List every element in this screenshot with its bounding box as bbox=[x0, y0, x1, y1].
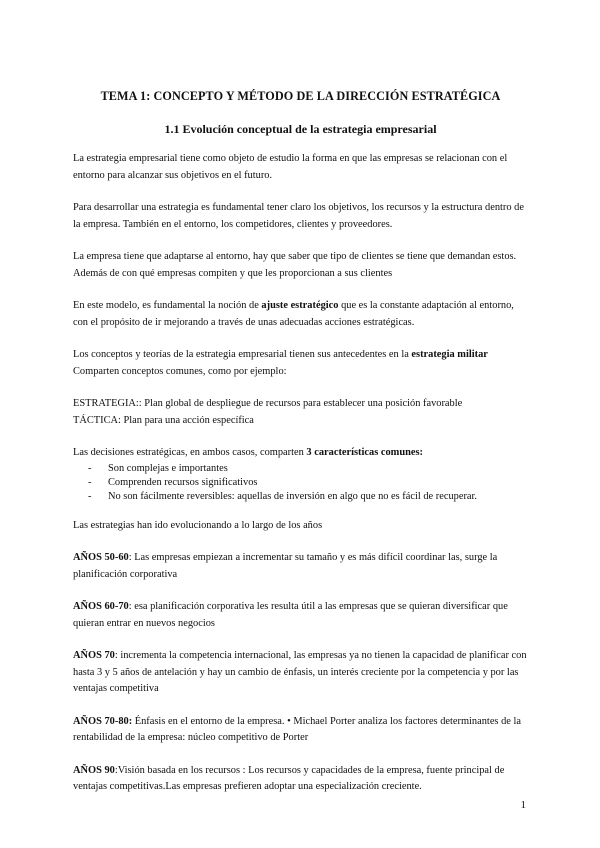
text: Comparten conceptos comunes, como por ejemplo: bbox=[73, 365, 287, 377]
definition-tactica: TÁCTICA: Plan para una acción específica bbox=[73, 414, 254, 426]
paragraph-develop: Para desarrollar una estrategia es fundamental tener claro los objetivos, los recursos y la estructura dentro de la empresa. También en el entorno, los competidores, clientes y proveedores. bbox=[73, 202, 524, 230]
period-item bbox=[73, 714, 528, 747]
period-text: : incrementa la competencia internacional, las empresas ya no tienen la capacidad de planificar con hasta 3 y 5 años de antelación y hay un cambio de énfasis, un interés creciente por la competencia y por las ventajas competitiva bbox=[73, 650, 527, 694]
paragraph-adapt: La empresa tiene que adaptarse al entorno, hay que saber que tipo de clientes se tiene que demandan estos. Además de con qué empresas compiten y que les proporcionan a sus clientes bbox=[73, 251, 517, 279]
dash-bullet: - bbox=[88, 490, 92, 502]
definitions-block bbox=[73, 396, 528, 429]
list-item-text: Comprenden recursos significativos bbox=[108, 476, 258, 488]
text: Las decisiones estratégicas, en ambos casos, comparten bbox=[73, 447, 307, 458]
period-label: AÑOS 90 bbox=[73, 764, 115, 776]
list-item-text: No son fácilmente reversibles: aquellas de inversión en algo que no es fácil de recuperar. bbox=[108, 490, 478, 502]
definition-estrategia: ESTRATEGIA:: Plan global de despliegue de recursos para establecer una posición favorable bbox=[73, 398, 463, 409]
period-text: : Las empresas empiezan a incrementar su tamaño y es más difícil coordinar las, surge la planificación corporativa bbox=[73, 552, 498, 580]
dash-bullet: - bbox=[88, 476, 92, 488]
period-label: AÑOS 60-70 bbox=[73, 601, 129, 612]
bold-term: estrategia militar bbox=[411, 349, 488, 360]
period-label: AÑOS 70-80: bbox=[73, 715, 133, 727]
text: En este modelo, es fundamental la noción de bbox=[73, 300, 262, 311]
paragraph-evolution: Las estrategias han ido evolucionando a lo largo de los años bbox=[73, 519, 323, 531]
period-text: : esa planificación corporativa les resulta útil a las empresas que se quieran diversificar que quieran entrar en nuevos negocios bbox=[73, 601, 508, 629]
section-heading: 1.1 Evolución conceptual de la estrategia empresarial bbox=[164, 121, 437, 136]
paragraph-strategic-fit bbox=[73, 298, 528, 331]
period-text: :Visión basada en los recursos : Los recursos y capacidades de la empresa, fuente principal de ventajas competitivas.Las empresas prefieren adoptar una especialización creciente. bbox=[73, 764, 505, 792]
bold-term: 3 características comunes: bbox=[306, 447, 423, 458]
text: Los conceptos y teorías de la estrategia empresarial tienen sus antecedentes en la bbox=[73, 349, 412, 360]
page-content bbox=[73, 88, 528, 812]
list-item bbox=[73, 490, 528, 504]
period-item bbox=[73, 648, 528, 698]
page-title: TEMA 1: CONCEPTO Y MÉTODO DE LA DIRECCIÓN ESTRATÉGICA bbox=[100, 89, 501, 103]
period-text: Énfasis en el entorno de la empresa. • Michael Porter analiza los factores determinantes de la rentabilidad de la empresa: núcleo competitivo de Porter bbox=[73, 715, 521, 743]
period-item bbox=[73, 763, 528, 796]
period-item bbox=[73, 599, 528, 632]
text: que es la constante adaptación al entorno, con el propósito de ir mejorando a través de unas adecuadas acciones estratégicas. bbox=[73, 300, 514, 328]
period-label: AÑOS 50-60 bbox=[73, 552, 129, 563]
list-item bbox=[73, 462, 528, 476]
paragraph-military bbox=[73, 347, 528, 380]
period-item bbox=[73, 550, 528, 583]
list-item-text: Son complejas e importantes bbox=[108, 462, 228, 474]
bold-term: ajuste estratégico bbox=[261, 300, 339, 311]
period-label: AÑOS 70 bbox=[73, 650, 115, 661]
characteristics-list bbox=[73, 462, 528, 504]
list-item bbox=[73, 476, 528, 490]
paragraph-intro: La estrategia empresarial tiene como objeto de estudio la forma en que las empresas se relacionan con el entorno para alcanzar sus objetivos en el futuro. bbox=[73, 153, 508, 181]
paragraph-characteristics bbox=[73, 445, 528, 462]
page-number: 1 bbox=[520, 799, 526, 811]
dash-bullet: - bbox=[88, 462, 92, 474]
